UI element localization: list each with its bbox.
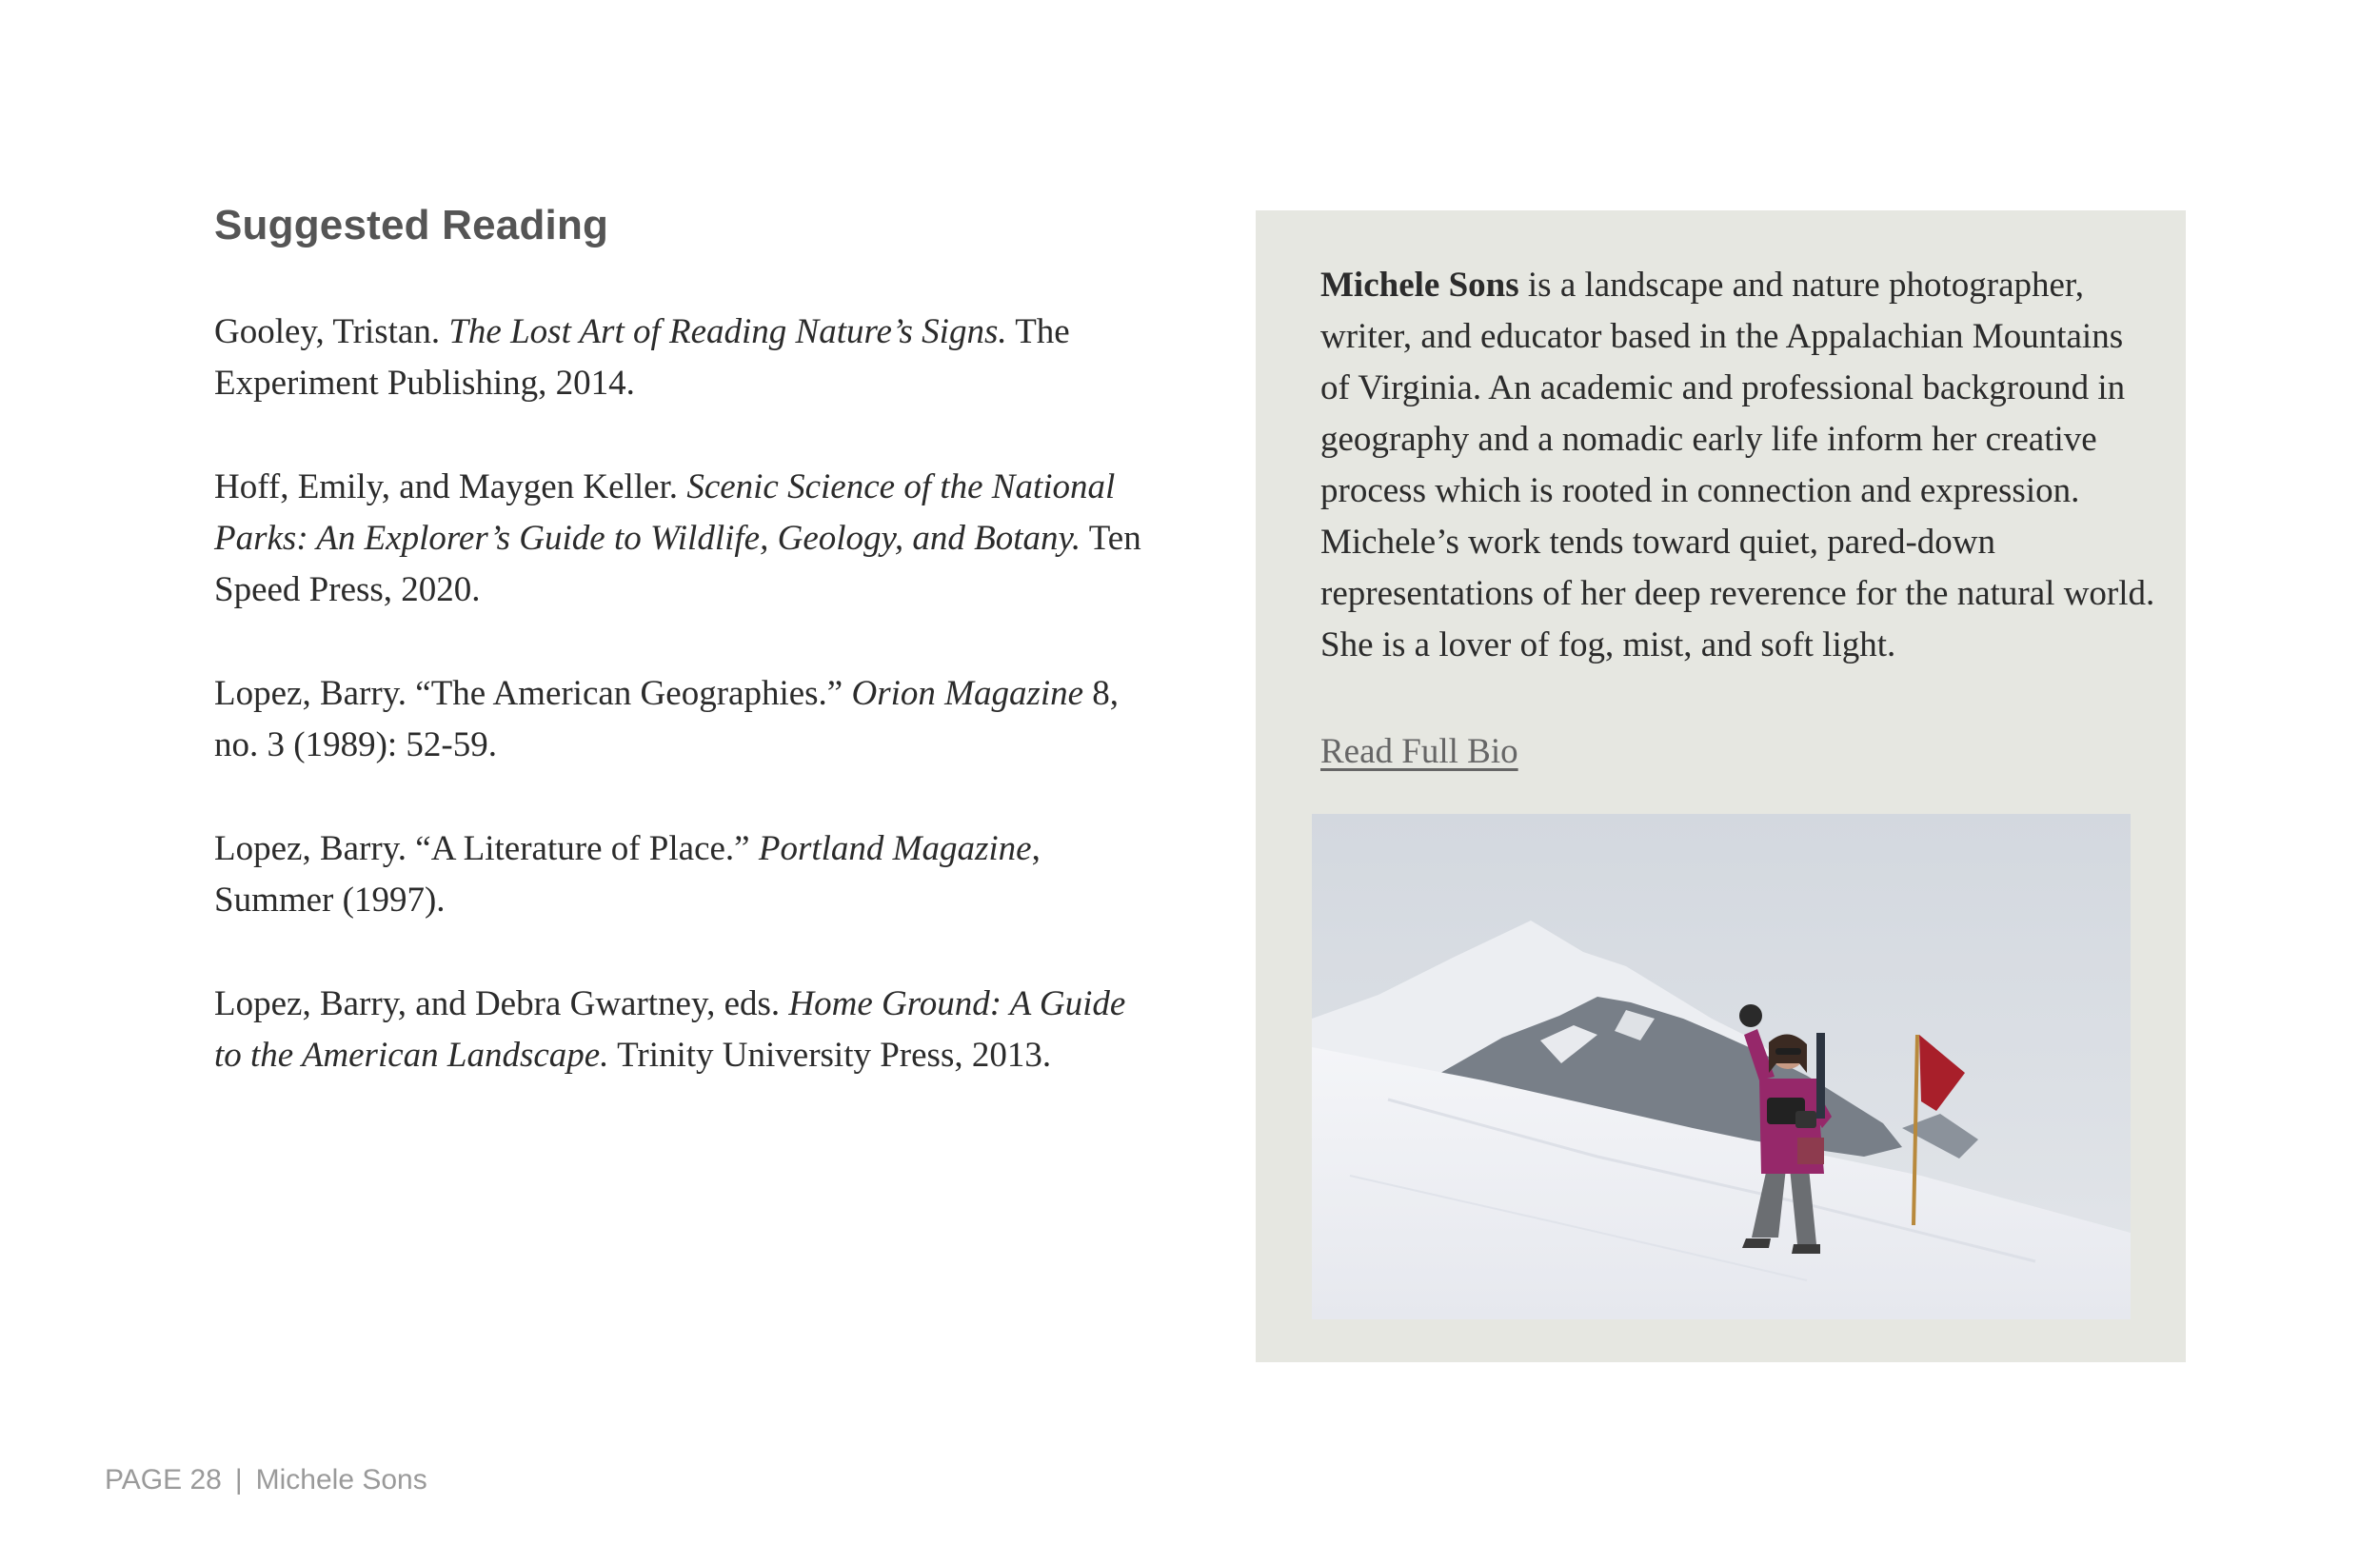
read-full-bio-link[interactable]: Read Full Bio <box>1320 732 1518 771</box>
entry-title: Home Ground: A Guide to the American Landscape. <box>214 984 1126 1075</box>
entry-publisher: , Summer (1997). <box>214 829 1041 920</box>
page-footer <box>105 1464 427 1496</box>
entry-author: Lopez, Barry. “A Literature of Place.” <box>214 829 759 868</box>
reading-entry <box>214 979 1157 1081</box>
entry-publisher: The Experiment Publishing, 2014. <box>214 312 1070 403</box>
author-photo <box>1312 814 2131 1319</box>
reading-entry <box>214 307 1157 409</box>
entry-author: Hoff, Emily, and Maygen Keller. <box>214 467 687 506</box>
reading-entry <box>214 668 1157 771</box>
footer-separator: | <box>234 1464 243 1496</box>
entry-title: Portland Magazine <box>758 829 1032 868</box>
footer-author: Michele Sons <box>255 1464 427 1496</box>
entry-publisher: Ten Speed Press, 2020. <box>214 519 1141 609</box>
entry-title: Orion Magazine <box>851 674 1084 713</box>
author-name: Michele Sons <box>1320 266 1519 305</box>
entry-author: Lopez, Barry, and Debra Gwartney, eds. <box>214 984 789 1023</box>
section-heading: Suggested Reading <box>214 202 609 248</box>
entry-publisher: 8, no. 3 (1989): 52-59. <box>214 674 1120 764</box>
bio-text <box>1320 260 2158 671</box>
entry-title: The Lost Art of Reading Nature’s Signs. <box>448 312 1007 351</box>
bio-description: is a landscape and nature photographer, writer, and educator based in the Appalachian Mountains of Virginia. An academic and professional background in geography and a nomadic early life inform her creative process which is rooted in connection and expression. Michele’s work tends toward quiet, pared-down representations of her deep reverence for the natural world. She is a lover of fog, mist, and soft light. <box>1320 266 2155 664</box>
entry-author: Lopez, Barry. “The American Geographies.” <box>214 674 852 713</box>
reading-entry <box>214 462 1157 616</box>
reading-list <box>214 307 1157 1134</box>
author-bio-panel <box>1256 210 2186 1362</box>
reading-entry <box>214 823 1157 926</box>
entry-author: Gooley, Tristan. <box>214 312 449 351</box>
page-number: PAGE 28 <box>105 1464 222 1496</box>
entry-publisher: Trinity University Press, 2013. <box>608 1036 1052 1075</box>
entry-title: Scenic Science of the National Parks: An Explorer’s Guide to Wildlife, Geology, and Botany. <box>214 467 1116 558</box>
